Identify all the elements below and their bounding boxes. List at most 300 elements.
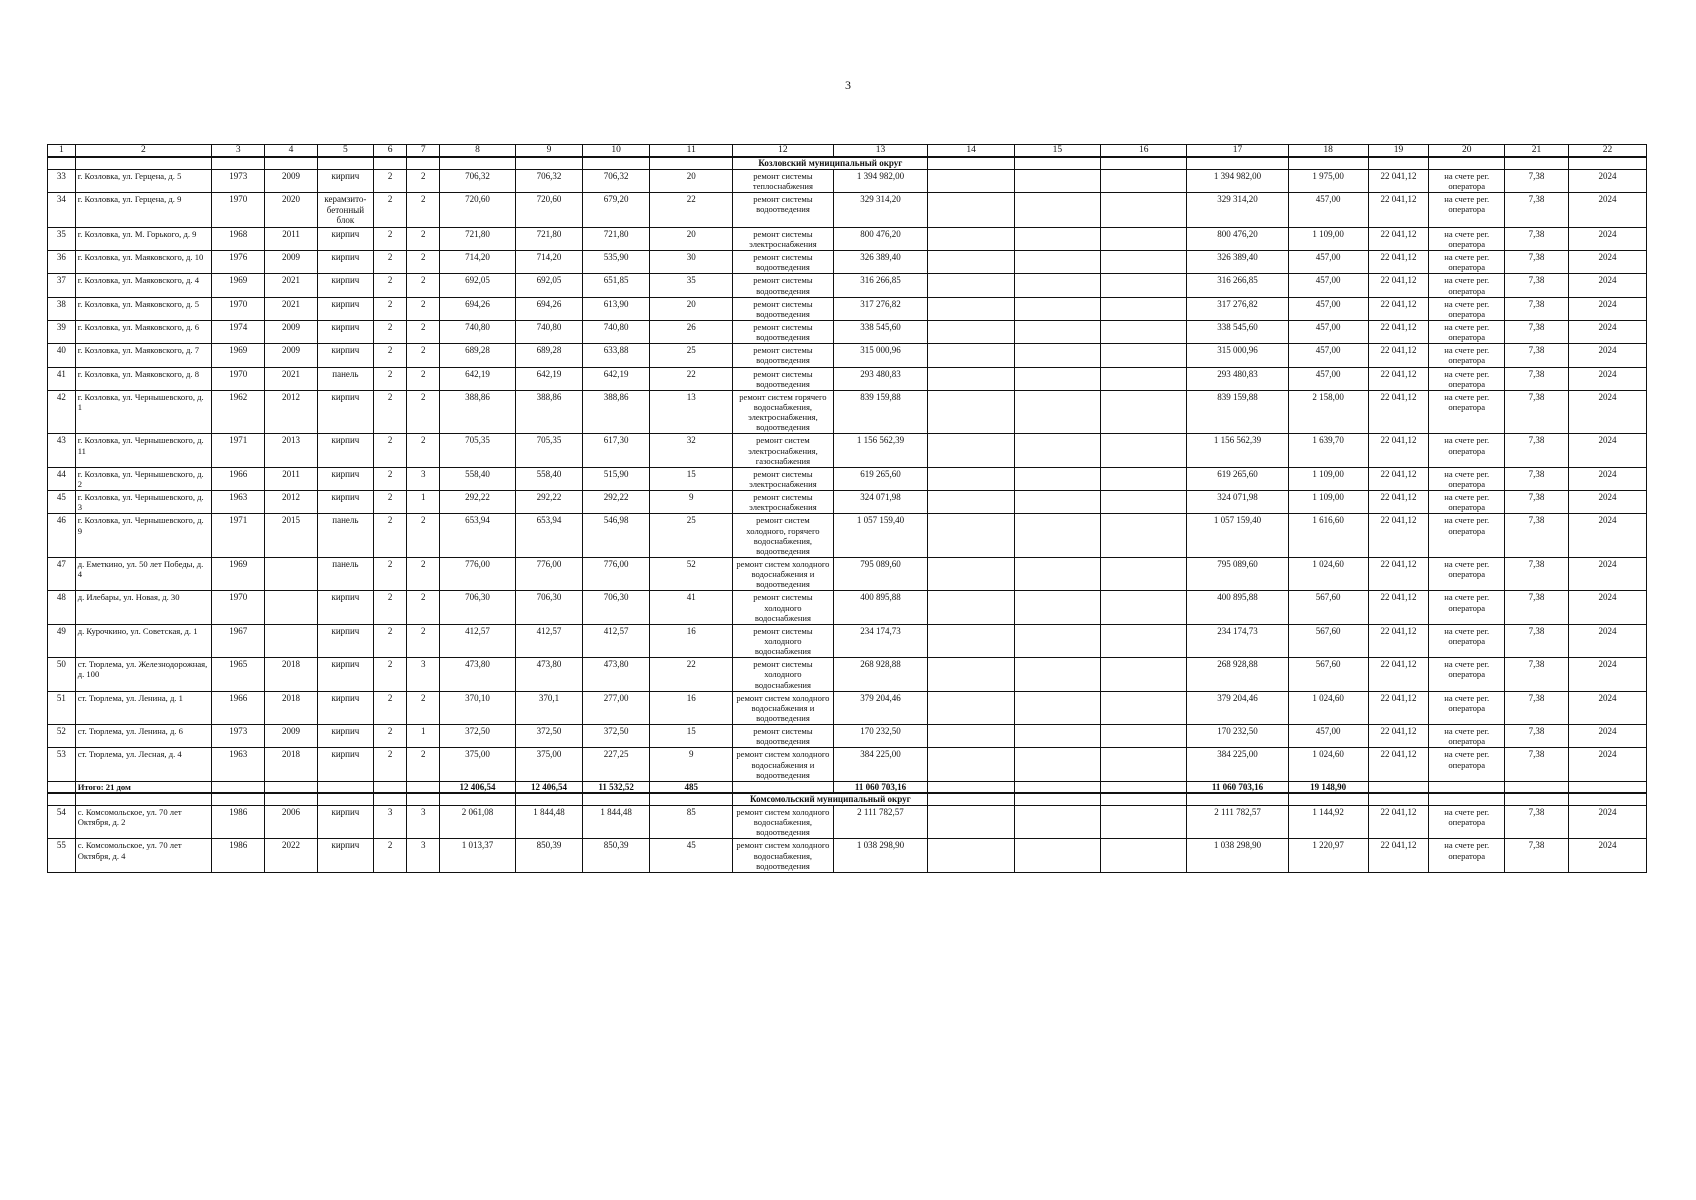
cell-planned-year: 2024 [1569, 367, 1647, 390]
cell-floors: 2 [374, 624, 407, 657]
cell-year-last-repair: 2012 [265, 390, 317, 434]
cell-col-14 [928, 491, 1014, 514]
cell-area-total: 776,00 [440, 558, 516, 591]
cell-cost-total: 293 480,83 [833, 367, 928, 390]
cell-floors: 2 [374, 251, 407, 274]
section-empty-cell [515, 793, 582, 805]
cell-area-private: 1 844,48 [583, 806, 650, 839]
cell-year-last-repair: 2015 [265, 514, 317, 558]
total-area-b: 11 532,52 [583, 781, 650, 793]
cell-area-residential: 375,00 [515, 748, 582, 781]
cell-area-private: 776,00 [583, 558, 650, 591]
cell-cost-total: 234 174,73 [833, 624, 928, 657]
cell-work-type: ремонт систем холодного водоснабжения, водоотведения [733, 806, 833, 839]
cell-col-16 [1101, 748, 1187, 781]
cell-area-private: 706,32 [583, 169, 650, 192]
section-title: Козловский муниципальный округ [733, 157, 928, 169]
cell-contribution-rate: 7,38 [1505, 558, 1569, 591]
cell-cost-total: 795 089,60 [833, 558, 928, 591]
cell-col-15 [1014, 169, 1100, 192]
cell-work-type: ремонт системы электроснабжения [733, 227, 833, 250]
cell-year-built: 1969 [212, 274, 265, 297]
cell-planned-year: 2024 [1569, 227, 1647, 250]
repair-program-table [47, 144, 1647, 873]
cell-contribution-rate: 7,38 [1505, 691, 1569, 724]
table-row [48, 321, 1647, 344]
cell-entrances: 3 [407, 839, 440, 872]
cell-wall-material: кирпич [317, 658, 373, 691]
cell-account-type: на счете рег. оператора [1429, 624, 1505, 657]
cell-col-14 [928, 806, 1014, 839]
cell-year-built: 1969 [212, 344, 265, 367]
cell-area-residential: 689,28 [515, 344, 582, 367]
cell-cost-limit: 22 041,12 [1368, 367, 1429, 390]
cell-residents: 9 [650, 748, 733, 781]
cell-area-private: 633,88 [583, 344, 650, 367]
cell-row-number: 42 [48, 390, 76, 434]
section-empty-cell [75, 157, 211, 169]
section-empty-cell [1101, 157, 1187, 169]
cell-residents: 16 [650, 691, 733, 724]
total-cell [1429, 781, 1505, 793]
total-area-total: 12 406,54 [440, 781, 516, 793]
cell-address: г. Козловка, ул. Чернышевского, д. 9 [75, 514, 211, 558]
section-empty-cell [1569, 793, 1647, 805]
cell-cost-limit: 22 041,12 [1368, 514, 1429, 558]
cell-cost-per-m2: 457,00 [1288, 297, 1368, 320]
cell-cost-total: 800 476,20 [833, 227, 928, 250]
column-number: 5 [317, 145, 373, 158]
cell-cost-total: 1 156 562,39 [833, 434, 928, 467]
cell-year-built: 1973 [212, 725, 265, 748]
cell-planned-year: 2024 [1569, 390, 1647, 434]
cell-col-16 [1101, 227, 1187, 250]
cell-area-private: 740,80 [583, 321, 650, 344]
cell-area-private: 515,90 [583, 467, 650, 490]
cell-year-last-repair [265, 558, 317, 591]
cell-wall-material: кирпич [317, 344, 373, 367]
cell-cost-limit: 22 041,12 [1368, 748, 1429, 781]
table-row [48, 227, 1647, 250]
cell-work-type: ремонт системы водоотведения [733, 344, 833, 367]
cell-area-total: 558,40 [440, 467, 516, 490]
cell-account-type: на счете рег. оператора [1429, 321, 1505, 344]
cell-wall-material: кирпич [317, 274, 373, 297]
table-row [48, 748, 1647, 781]
cell-residents: 15 [650, 725, 733, 748]
cell-area-residential: 412,57 [515, 624, 582, 657]
cell-col-15 [1014, 344, 1100, 367]
cell-row-number: 49 [48, 624, 76, 657]
cell-cost-limit: 22 041,12 [1368, 624, 1429, 657]
cell-col-14 [928, 297, 1014, 320]
table-row [48, 251, 1647, 274]
section-empty-cell [1505, 793, 1569, 805]
cell-col-16 [1101, 491, 1187, 514]
cell-wall-material: кирпич [317, 390, 373, 434]
cell-col-15 [1014, 591, 1100, 624]
cell-year-last-repair: 2013 [265, 434, 317, 467]
cell-floors: 2 [374, 297, 407, 320]
cell-row-number: 34 [48, 193, 76, 228]
cell-work-type: ремонт системы водоотведения [733, 297, 833, 320]
cell-entrances: 2 [407, 691, 440, 724]
cell-col-14 [928, 434, 1014, 467]
cell-col-14 [928, 624, 1014, 657]
cell-planned-year: 2024 [1569, 467, 1647, 490]
column-number-row [48, 145, 1647, 158]
cell-contribution-rate: 7,38 [1505, 839, 1569, 872]
cell-cost-total: 619 265,60 [833, 467, 928, 490]
cell-col-15 [1014, 321, 1100, 344]
cell-col-16 [1101, 434, 1187, 467]
cell-work-type: ремонт системы водоотведения [733, 193, 833, 228]
cell-col-14 [928, 390, 1014, 434]
cell-col-14 [928, 658, 1014, 691]
cell-cost-fund: 317 276,82 [1187, 297, 1288, 320]
total-cell [1101, 781, 1187, 793]
cell-area-total: 372,50 [440, 725, 516, 748]
cell-residents: 41 [650, 591, 733, 624]
cell-col-15 [1014, 725, 1100, 748]
cell-floors: 2 [374, 491, 407, 514]
cell-area-residential: 653,94 [515, 514, 582, 558]
cell-work-type: ремонт системы водоотведения [733, 274, 833, 297]
table-row [48, 725, 1647, 748]
column-number: 7 [407, 145, 440, 158]
cell-entrances: 2 [407, 344, 440, 367]
cell-floors: 2 [374, 558, 407, 591]
column-number: 17 [1187, 145, 1288, 158]
cell-col-16 [1101, 725, 1187, 748]
cell-col-16 [1101, 344, 1187, 367]
table-row [48, 491, 1647, 514]
cell-area-total: 473,80 [440, 658, 516, 691]
cell-contribution-rate: 7,38 [1505, 367, 1569, 390]
cell-floors: 2 [374, 691, 407, 724]
cell-wall-material: кирпич [317, 169, 373, 192]
table-row [48, 367, 1647, 390]
cell-contribution-rate: 7,38 [1505, 251, 1569, 274]
cell-row-number: 38 [48, 297, 76, 320]
total-cell [928, 781, 1014, 793]
cell-year-last-repair: 2022 [265, 839, 317, 872]
cell-year-last-repair: 2020 [265, 193, 317, 228]
total-area-a: 12 406,54 [515, 781, 582, 793]
cell-planned-year: 2024 [1569, 839, 1647, 872]
cell-col-14 [928, 558, 1014, 591]
cell-row-number: 37 [48, 274, 76, 297]
cell-area-private: 651,85 [583, 274, 650, 297]
cell-row-number: 46 [48, 514, 76, 558]
cell-wall-material: кирпич [317, 839, 373, 872]
cell-cost-per-m2: 457,00 [1288, 367, 1368, 390]
cell-floors: 2 [374, 390, 407, 434]
section-empty-cell [1014, 157, 1100, 169]
cell-residents: 20 [650, 297, 733, 320]
cell-entrances: 3 [407, 467, 440, 490]
cell-year-last-repair: 2018 [265, 748, 317, 781]
total-row [48, 781, 1647, 793]
cell-area-private: 850,39 [583, 839, 650, 872]
cell-col-16 [1101, 251, 1187, 274]
cell-row-number: 53 [48, 748, 76, 781]
cell-col-15 [1014, 514, 1100, 558]
cell-cost-limit: 22 041,12 [1368, 839, 1429, 872]
cell-col-14 [928, 591, 1014, 624]
cell-address: ст. Тюрлема, ул. Лесная, д. 4 [75, 748, 211, 781]
cell-address: г. Козловка, ул. Чернышевского, д. 1 [75, 390, 211, 434]
cell-planned-year: 2024 [1569, 169, 1647, 192]
cell-floors: 2 [374, 748, 407, 781]
cell-year-built: 1974 [212, 321, 265, 344]
cell-wall-material: кирпич [317, 434, 373, 467]
cell-account-type: на счете рег. оператора [1429, 344, 1505, 367]
section-empty-cell [928, 157, 1014, 169]
cell-address: ст. Тюрлема, ул. Железнодорожная, д. 100 [75, 658, 211, 691]
cell-cost-fund: 268 928,88 [1187, 658, 1288, 691]
cell-address: г. Козловка, ул. Маяковского, д. 5 [75, 297, 211, 320]
total-cell [374, 781, 407, 793]
cell-cost-limit: 22 041,12 [1368, 390, 1429, 434]
table-body [48, 145, 1647, 873]
cell-account-type: на счете рег. оператора [1429, 591, 1505, 624]
cell-cost-limit: 22 041,12 [1368, 169, 1429, 192]
section-empty-cell [1505, 157, 1569, 169]
cell-area-residential: 705,35 [515, 434, 582, 467]
cell-address: г. Козловка, ул. Чернышевского, д. 2 [75, 467, 211, 490]
cell-area-residential: 558,40 [515, 467, 582, 490]
cell-contribution-rate: 7,38 [1505, 321, 1569, 344]
section-empty-cell [928, 793, 1014, 805]
cell-cost-total: 317 276,82 [833, 297, 928, 320]
cell-residents: 30 [650, 251, 733, 274]
cell-contribution-rate: 7,38 [1505, 658, 1569, 691]
cell-entrances: 2 [407, 227, 440, 250]
cell-cost-fund: 1 038 298,90 [1187, 839, 1288, 872]
cell-area-private: 546,98 [583, 514, 650, 558]
cell-year-last-repair: 2021 [265, 274, 317, 297]
cell-area-total: 375,00 [440, 748, 516, 781]
section-empty-cell [212, 157, 265, 169]
cell-address: г. Козловка, ул. Маяковского, д. 4 [75, 274, 211, 297]
cell-contribution-rate: 7,38 [1505, 591, 1569, 624]
cell-area-residential: 706,30 [515, 591, 582, 624]
cell-cost-total: 1 057 159,40 [833, 514, 928, 558]
cell-cost-fund: 619 265,60 [1187, 467, 1288, 490]
cell-row-number: 45 [48, 491, 76, 514]
cell-cost-limit: 22 041,12 [1368, 691, 1429, 724]
cell-entrances: 2 [407, 251, 440, 274]
cell-col-15 [1014, 390, 1100, 434]
cell-cost-fund: 2 111 782,57 [1187, 806, 1288, 839]
column-number: 2 [75, 145, 211, 158]
cell-col-15 [1014, 691, 1100, 724]
cell-cost-per-m2: 1 024,60 [1288, 558, 1368, 591]
cell-cost-total: 1 038 298,90 [833, 839, 928, 872]
table-row [48, 839, 1647, 872]
cell-cost-per-m2: 457,00 [1288, 251, 1368, 274]
total-cell [733, 781, 833, 793]
cell-area-private: 412,57 [583, 624, 650, 657]
cell-wall-material: кирпич [317, 806, 373, 839]
cell-entrances: 1 [407, 725, 440, 748]
cell-wall-material: кирпич [317, 321, 373, 344]
cell-contribution-rate: 7,38 [1505, 806, 1569, 839]
cell-residents: 85 [650, 806, 733, 839]
section-empty-cell [265, 793, 317, 805]
cell-col-16 [1101, 591, 1187, 624]
cell-cost-limit: 22 041,12 [1368, 344, 1429, 367]
cell-contribution-rate: 7,38 [1505, 274, 1569, 297]
total-cell [407, 781, 440, 793]
column-number: 19 [1368, 145, 1429, 158]
cell-year-built: 1971 [212, 434, 265, 467]
cell-work-type: ремонт систем электроснабжения, газоснабжения [733, 434, 833, 467]
cell-year-last-repair: 2009 [265, 321, 317, 344]
cell-account-type: на счете рег. оператора [1429, 367, 1505, 390]
cell-col-15 [1014, 624, 1100, 657]
cell-floors: 2 [374, 344, 407, 367]
cell-residents: 20 [650, 169, 733, 192]
cell-cost-total: 315 000,96 [833, 344, 928, 367]
cell-planned-year: 2024 [1569, 434, 1647, 467]
total-label: Итого: 21 дом [75, 781, 211, 793]
cell-cost-limit: 22 041,12 [1368, 658, 1429, 691]
cell-area-total: 292,22 [440, 491, 516, 514]
cell-residents: 32 [650, 434, 733, 467]
cell-area-total: 689,28 [440, 344, 516, 367]
cell-planned-year: 2024 [1569, 806, 1647, 839]
cell-residents: 22 [650, 367, 733, 390]
cell-work-type: ремонт систем холодного водоснабжения и водоотведения [733, 691, 833, 724]
cell-area-residential: 850,39 [515, 839, 582, 872]
cell-address: г. Козловка, ул. Маяковского, д. 8 [75, 367, 211, 390]
column-number: 18 [1288, 145, 1368, 158]
cell-cost-total: 400 895,88 [833, 591, 928, 624]
total-per-m2: 19 148,90 [1288, 781, 1368, 793]
cell-col-15 [1014, 367, 1100, 390]
cell-cost-limit: 22 041,12 [1368, 558, 1429, 591]
cell-cost-fund: 329 314,20 [1187, 193, 1288, 228]
cell-work-type: ремонт системы водоотведения [733, 367, 833, 390]
cell-year-built: 1962 [212, 390, 265, 434]
cell-year-built: 1970 [212, 591, 265, 624]
cell-year-built: 1963 [212, 491, 265, 514]
cell-planned-year: 2024 [1569, 748, 1647, 781]
cell-cost-total: 379 204,46 [833, 691, 928, 724]
cell-cost-fund: 384 225,00 [1187, 748, 1288, 781]
cell-contribution-rate: 7,38 [1505, 514, 1569, 558]
cell-address: г. Козловка, ул. Чернышевского, д. 11 [75, 434, 211, 467]
cell-residents: 15 [650, 467, 733, 490]
cell-area-total: 694,26 [440, 297, 516, 320]
cell-work-type: ремонт системы водоотведения [733, 321, 833, 344]
section-empty-cell [265, 157, 317, 169]
cell-address: ст. Тюрлема, ул. Ленина, д. 6 [75, 725, 211, 748]
cell-row-number: 33 [48, 169, 76, 192]
cell-cost-total: 316 266,85 [833, 274, 928, 297]
cell-work-type: ремонт системы теплоснабжения [733, 169, 833, 192]
total-cell [48, 781, 76, 793]
cell-cost-per-m2: 457,00 [1288, 193, 1368, 228]
cell-area-residential: 372,50 [515, 725, 582, 748]
cell-area-total: 714,20 [440, 251, 516, 274]
section-empty-cell [1187, 793, 1288, 805]
cell-area-residential: 292,22 [515, 491, 582, 514]
cell-area-residential: 706,32 [515, 169, 582, 192]
cell-year-last-repair: 2018 [265, 691, 317, 724]
cell-cost-limit: 22 041,12 [1368, 725, 1429, 748]
cell-col-15 [1014, 227, 1100, 250]
section-empty-cell [440, 793, 516, 805]
section-empty-cell [650, 157, 733, 169]
cell-address: г. Козловка, ул. Маяковского, д. 6 [75, 321, 211, 344]
cell-year-last-repair: 2009 [265, 725, 317, 748]
cell-wall-material: кирпич [317, 491, 373, 514]
cell-cost-fund: 1 156 562,39 [1187, 434, 1288, 467]
cell-entrances: 2 [407, 297, 440, 320]
cell-col-14 [928, 169, 1014, 192]
section-empty-cell [1569, 157, 1647, 169]
cell-cost-total: 326 389,40 [833, 251, 928, 274]
cell-wall-material: панель [317, 367, 373, 390]
cell-entrances: 1 [407, 491, 440, 514]
cell-planned-year: 2024 [1569, 344, 1647, 367]
cell-cost-fund: 293 480,83 [1187, 367, 1288, 390]
cell-wall-material: панель [317, 558, 373, 591]
cell-year-last-repair: 2009 [265, 251, 317, 274]
cell-cost-limit: 22 041,12 [1368, 591, 1429, 624]
section-empty-cell [48, 793, 76, 805]
cell-col-14 [928, 367, 1014, 390]
cell-area-total: 642,19 [440, 367, 516, 390]
cell-cost-fund: 400 895,88 [1187, 591, 1288, 624]
cell-contribution-rate: 7,38 [1505, 390, 1569, 434]
cell-residents: 13 [650, 390, 733, 434]
cell-contribution-rate: 7,38 [1505, 748, 1569, 781]
cell-work-type: ремонт системы электроснабжения [733, 491, 833, 514]
page-number: 3 [845, 78, 851, 92]
cell-col-15 [1014, 251, 1100, 274]
cell-entrances: 2 [407, 514, 440, 558]
column-number: 8 [440, 145, 516, 158]
cell-residents: 52 [650, 558, 733, 591]
column-number: 4 [265, 145, 317, 158]
cell-planned-year: 2024 [1569, 691, 1647, 724]
cell-floors: 2 [374, 193, 407, 228]
cell-row-number: 48 [48, 591, 76, 624]
cell-col-14 [928, 467, 1014, 490]
cell-cost-per-m2: 1 109,00 [1288, 491, 1368, 514]
cell-area-private: 473,80 [583, 658, 650, 691]
cell-col-15 [1014, 434, 1100, 467]
cell-year-built: 1970 [212, 367, 265, 390]
cell-area-private: 535,90 [583, 251, 650, 274]
table-row [48, 169, 1647, 192]
cell-col-15 [1014, 839, 1100, 872]
cell-row-number: 51 [48, 691, 76, 724]
cell-cost-total: 1 394 982,00 [833, 169, 928, 192]
cell-col-16 [1101, 514, 1187, 558]
cell-wall-material: кирпич [317, 591, 373, 624]
cell-cost-per-m2: 2 158,00 [1288, 390, 1368, 434]
table-row [48, 344, 1647, 367]
cell-cost-limit: 22 041,12 [1368, 491, 1429, 514]
cell-entrances: 2 [407, 193, 440, 228]
cell-year-last-repair: 2011 [265, 227, 317, 250]
cell-cost-per-m2: 1 109,00 [1288, 227, 1368, 250]
